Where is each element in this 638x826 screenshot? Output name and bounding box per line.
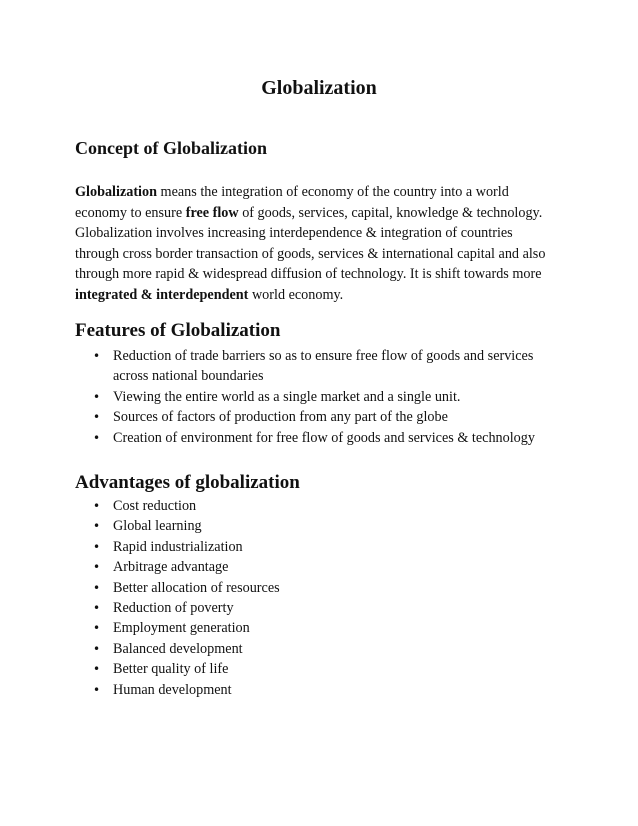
bold-term: Globalization (75, 184, 157, 200)
bullet-icon: • (93, 601, 101, 616)
paragraph-line (75, 285, 575, 306)
list-item (0, 557, 280, 577)
bullet-icon: • (93, 430, 101, 445)
bullet-icon: • (93, 349, 101, 363)
list-item-text: Reduction of trade barriers so as to ensure free flow of goods and services (113, 348, 534, 364)
bullet-icon: • (93, 580, 101, 595)
bullet-icon: • (93, 662, 101, 677)
list-item-text: Arbitrage advantage (113, 559, 229, 576)
list-item (0, 578, 280, 598)
advantages-list (0, 496, 280, 700)
document-title: Globalization (261, 77, 377, 99)
bullet-icon: • (93, 519, 101, 534)
bullet-icon: • (93, 389, 101, 404)
line-text: world economy. (248, 286, 344, 303)
bullet-icon: • (93, 560, 101, 575)
list-item (0, 496, 280, 516)
advantages-heading: Advantages of globalization (75, 472, 300, 493)
paragraph-line (75, 203, 575, 224)
list-item-text: across national boundaries (113, 368, 264, 385)
bold-term: free flow (185, 204, 239, 221)
list-item (0, 639, 280, 659)
features-heading: Features of Globalization (75, 320, 281, 341)
bold-term: integrated & interdependent (75, 286, 249, 303)
list-item-text: Better quality of life (113, 661, 229, 678)
list-item-text: Rapid industrialization (113, 538, 243, 555)
list-item-text: Employment generation (113, 620, 250, 637)
concept-heading: Concept of Globalization (75, 138, 267, 158)
list-item-text: Cost reduction (113, 498, 197, 514)
paragraph-line: Globalization involves increasing interdependence & integration of countries (75, 225, 513, 242)
list-item (0, 598, 280, 618)
list-item (0, 346, 535, 387)
bullet-icon: • (93, 682, 101, 697)
list-item (0, 680, 280, 700)
line-text: economy to ensure (75, 204, 186, 221)
list-item (0, 407, 535, 427)
list-item-text: Better allocation of resources (113, 579, 280, 596)
list-item-text: Reduction of poverty (113, 600, 234, 617)
list-item (0, 659, 280, 679)
paragraph-line: through more rapid & widespread diffusion of technology. It is shift towards more (75, 266, 542, 283)
bullet-icon: • (93, 539, 101, 554)
list-item-text: Balanced development (113, 640, 243, 657)
list-item (0, 387, 535, 407)
bullet-icon: • (93, 621, 101, 636)
list-item-text: Creation of environment for free flow of goods and services & technology (113, 429, 535, 446)
list-item (0, 618, 280, 638)
list-item-text: Viewing the entire world as a single market and a single unit. (113, 388, 461, 405)
bullet-icon: • (93, 499, 101, 513)
list-item (0, 537, 280, 557)
list-item-text: Sources of factors of production from any part of the globe (113, 409, 448, 426)
bullet-icon: • (93, 410, 101, 425)
list-item (0, 428, 535, 448)
line-text: means the integration of economy of the country into a world (156, 184, 509, 200)
features-list (0, 346, 535, 448)
concept-paragraph (75, 182, 575, 306)
line-text: of goods, services, capital, knowledge & technology. (238, 204, 543, 221)
bullet-icon: • (93, 641, 101, 656)
list-item-text: Human development (113, 681, 232, 698)
paragraph-line (75, 182, 575, 203)
paragraph-line: through cross border transaction of goods, services & international capital and also (75, 245, 546, 262)
list-item (0, 516, 280, 536)
list-item-text: Global learning (113, 518, 202, 535)
